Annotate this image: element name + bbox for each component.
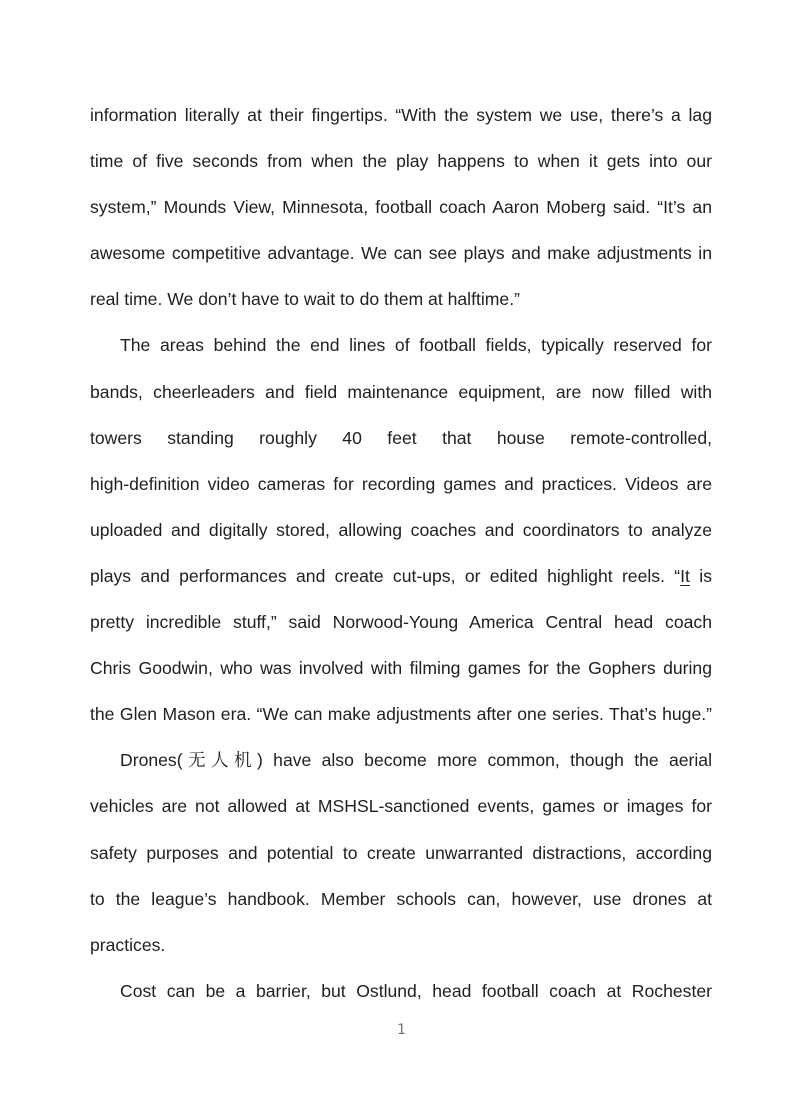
text-line-12: pretty incredible stuff,” said Norwood-Young America Central head coach [90,612,712,633]
page-number: 1 [397,1022,406,1038]
text-line-17: safety purposes and potential to create unwarranted distractions, according [90,842,712,863]
text-line-8: towers standing roughly 40 feet that house remote-controlled, [90,427,712,448]
body-text [90,92,712,1014]
text-line-10: uploaded and digitally stored, allowing coaches and coordinators to analyze [90,519,712,540]
underlined-word: It [680,565,690,586]
text-line-18: to the league’s handbook. Member schools can, however, use drones at [90,888,712,909]
text-line-19: practices. [90,934,166,955]
text-line-13: Chris Goodwin, who was involved with filming games for the Gophers during [90,658,712,679]
text-line-1: information literally at their fingertips. “With the system we use, there’s a lag [90,105,712,125]
text-line-7: bands, cheerleaders and field maintenance equipment, are now filled with [90,381,712,402]
text-line-4: awesome competitive advantage. We can see plays and make adjustments in [90,243,712,264]
text-line-3: system,” Mounds View, Minnesota, football coach Aaron Moberg said. “It’s an [90,197,712,218]
text-line-20: Cost can be a barrier, but Ostlund, head football coach at Rochester [120,980,712,1001]
text-line-11 [90,553,712,599]
text-line-11-tail: is [689,565,712,586]
text-line-5: real time. We don’t have to wait to do them at halftime.” [90,289,520,310]
text-line-2: time of five seconds from when the play happens to when it gets into our [90,151,712,172]
text-line-9: high-definition video cameras for recording games and practices. Videos are [90,473,712,494]
text-line-6: The areas behind the end lines of football fields, typically reserved for [120,335,712,356]
text-line-16: vehicles are not allowed at MSHSL-sanctioned events, games or images for [90,796,712,817]
text-line-15: Drones(无人机) have also become more common, though the aerial [120,750,712,771]
text-line-11-main: plays and performances and create cut-ups, or edited highlight reels. “ [90,565,681,586]
text-line-14: the Glen Mason era. “We can make adjustments after one series. That’s huge.” [90,704,712,725]
